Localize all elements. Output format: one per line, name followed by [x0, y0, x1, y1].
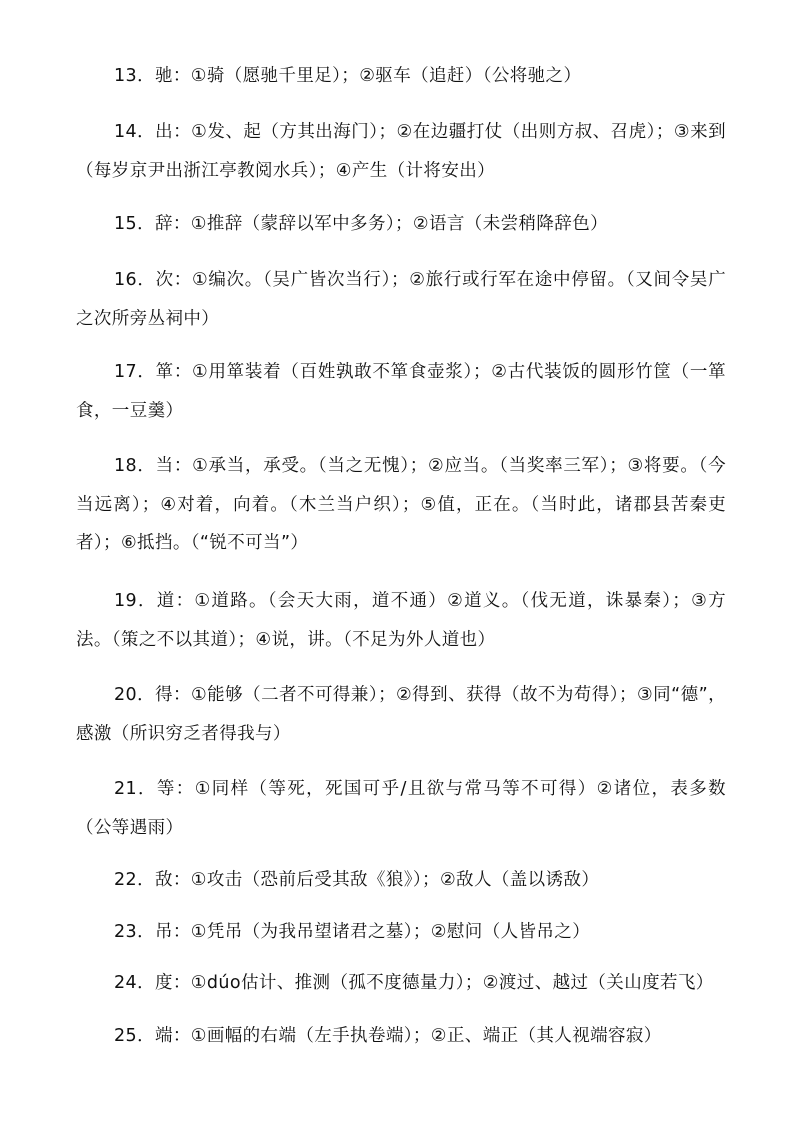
entry-24: 24．度：①dúo估计、推测（孤不度德量力）；②渡过、越过（关山度若飞）: [114, 973, 714, 993]
entry-20: 20．得：①能够（二者不可得兼）；②得到、获得（故不为苟得）；③同“德”，感激（所识穷乏者得我与）: [76, 685, 726, 744]
entry-22: 22．敌：①攻击（恐前后受其敌《狼》）；②敌人（盖以诱敌）: [114, 870, 600, 890]
entry-25: 25．端：①画幅的右端（左手执卷端）；②正、端正（其人视端容寂）: [114, 1026, 662, 1046]
entry-17: 17．箪：①用箪装着（百姓孰敢不箪食壶浆）；②古代装饭的圆形竹筐（一箪食，一豆羹）: [76, 362, 726, 421]
entry-23: 23．吊：①凭吊（为我吊望诸君之墓）；②慰问（人皆吊之）: [114, 922, 591, 942]
entry-13: 13．驰：①骑（愿驰千里足）；②驱车（追赶）（公将驰之）: [114, 66, 582, 86]
entry-15: 15．辞：①推辞（蒙辞以军中多务）；②语言（未尝稍降辞色）: [114, 214, 608, 234]
entry-21: 21．等：①同样（等死，死国可乎/且欲与常马等不可得）②诸位，表多数（公等遇雨）: [76, 779, 726, 838]
entry-16: 16．次：①编次。（吴广皆次当行）；②旅行或行军在途中停留。（又间令吴广之次所旁丛祠中）: [76, 270, 726, 329]
entry-18: 18．当：①承当，承受。（当之无愧）；②应当。（当奖率三军）；③将要。（今当远离）；④对着，向着。（木兰当户织）；⑤值，正在。（当时此，诸郡县苦秦吏者）；⑥抵挡。（“锐不可当”）: [76, 456, 726, 554]
entry-14: 14．出：①发、起（方其出海门）；②在边疆打仗（出则方叔、召虎）；③来到（每岁京尹出浙江亭教阅水兵）；④产生（计将安出）: [76, 122, 726, 181]
entry-19: 19．道：①道路。（会天大雨，道不通）②道义。（伐无道，诛暴秦）；③方法。（策之不以其道）；④说，讲。（不足为外人道也）: [76, 591, 726, 650]
